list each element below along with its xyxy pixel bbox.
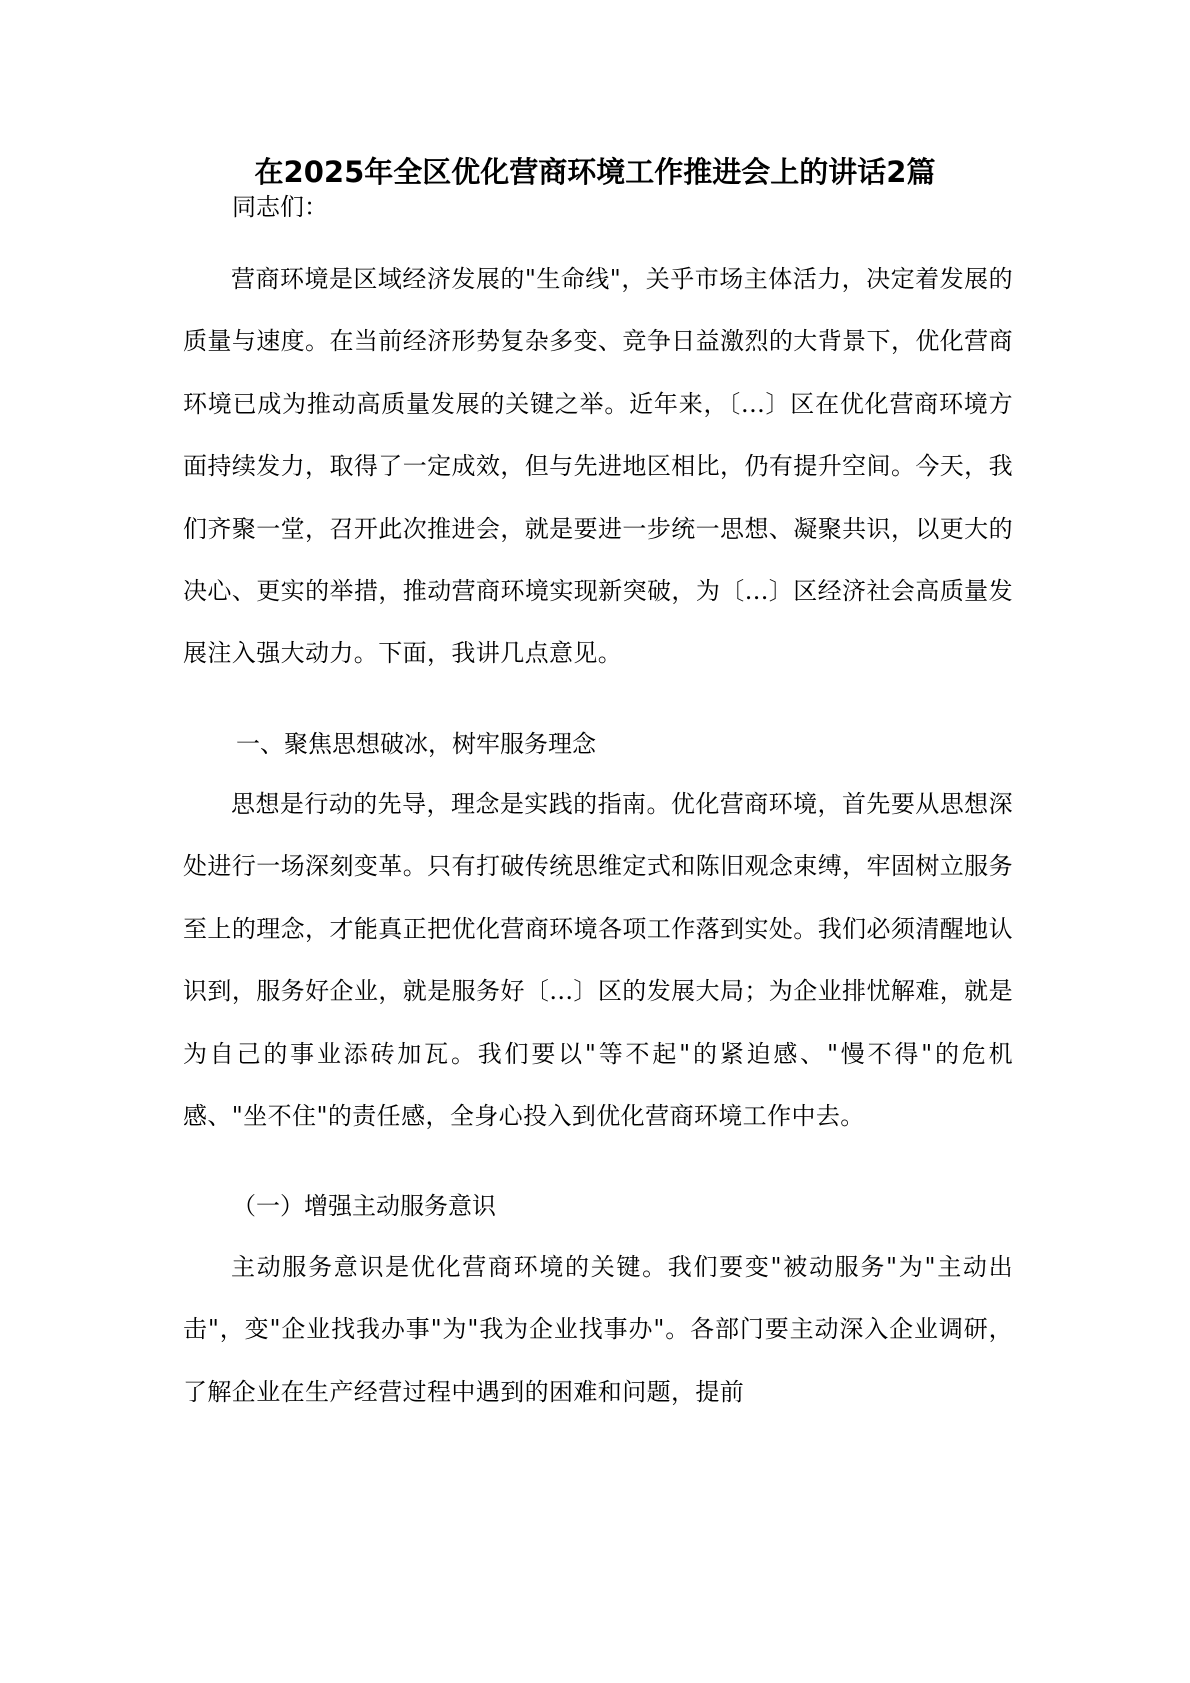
subsection-heading: （一）增强主动服务意识	[232, 1192, 496, 1220]
section-heading: 一、聚焦思想破冰，树牢服务理念	[236, 730, 596, 758]
greeting: 同志们：	[232, 193, 328, 221]
paragraph-intro: 营商环境是区域经济发展的"生命线"，关乎市场主体活力，决定着发展的质量与速度。在当前经济形势复杂多变、竞争日益激烈的大背景下，优化营商环境已成为推动高质量发展的关键之举。近年来，〔...〕区在优化营商环境方面持续发力，取得了一定成效，但与先进地区相比，仍有提升空间。今天，我们齐聚一堂，召开此次推进会，就是要进一步统一思想、凝聚共识，以更大的决心、更实的举措，推动营商环境实现新突破，为〔...〕区经济社会高质量发展注入强大动力。下面，我讲几点意见。	[183, 265, 1013, 668]
paragraph-section-1: 思想是行动的先导，理念是实践的指南。优化营商环境，首先要从思想深处进行一场深刻变革。只有打破传统思维定式和陈旧观念束缚，牢固树立服务至上的理念，才能真正把优化营商环境各项工作落到实处。我们必须清醒地认识到，服务好企业，就是服务好〔...〕区的发展大局；为企业排忧解难，就是为自己的事业添砖加瓦。我们要以"等不起"的紧迫感、"慢不得"的危机感、"坐不住"的责任感，全身心投入到优化营商环境工作中去。	[183, 790, 1013, 1131]
document-title: 在2025年全区优化营商环境工作推进会上的讲话2篇	[254, 155, 936, 189]
paragraph-subsection-1: 主动服务意识是优化营商环境的关键。我们要变"被动服务"为"主动出击"，变"企业找我办事"为"我为企业找事办"。各部门要主动深入企业调研，了解企业在生产经营过程中遇到的困难和问题，提前	[183, 1253, 1013, 1406]
